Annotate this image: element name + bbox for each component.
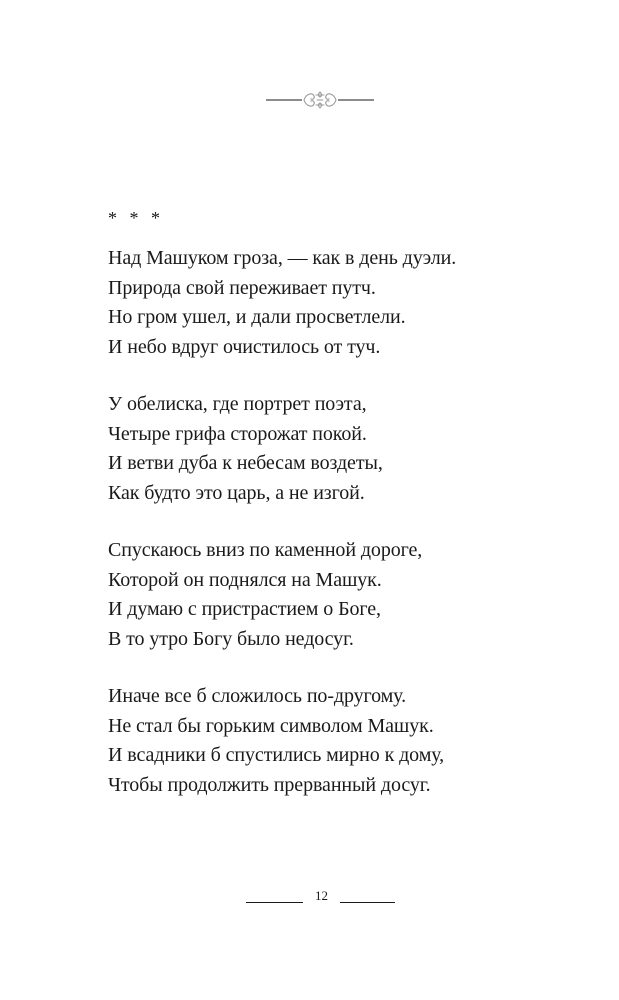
footer-rule-right (340, 902, 395, 903)
stanza (108, 536, 588, 654)
footer-rule-left (246, 902, 303, 903)
poem-line: Как будто это царь, а не изгой. (108, 481, 365, 504)
stanza (108, 390, 588, 508)
poem (108, 208, 588, 828)
poem-line: Не стал бы горьким символом Машук. (108, 714, 434, 737)
poem-line: Которой он поднялся на Машук. (108, 568, 382, 591)
stanza-separator: * * * (108, 208, 163, 228)
poem-line: Природа свой переживает путч. (108, 276, 376, 299)
poem-line: И небо вдруг очистилось от туч. (108, 335, 381, 358)
poem-line: Спускаюсь вниз по каменной дороге, (108, 539, 423, 561)
poem-line: И думаю с пристрастием о Боге, (108, 598, 381, 620)
poem-line: Чтобы продолжить прерванный досуг. (108, 773, 431, 796)
poem-line: Но гром ушел, и дали просветлели. (108, 306, 406, 328)
poem-line: И ветви дуба к небесам воздеты, (108, 452, 383, 474)
poem-line: Четыре грифа сторожат покой. (108, 422, 367, 445)
poem-line: Иначе все б сложилось по-другому. (108, 685, 406, 707)
page-footer (0, 886, 619, 910)
poem-line: Над Машуком гроза, — как в день дуэли. (108, 247, 457, 269)
poem-line: И всадники б спустились мирно к дому, (108, 744, 445, 766)
stanza (108, 682, 588, 800)
ornament-flourish-icon (264, 86, 376, 114)
page-number: 12 (315, 888, 328, 903)
poem-line: В то утро Богу было недосуг. (108, 627, 354, 650)
stanza (108, 244, 588, 362)
poem-line: У обелиска, где портрет поэта, (108, 393, 367, 415)
